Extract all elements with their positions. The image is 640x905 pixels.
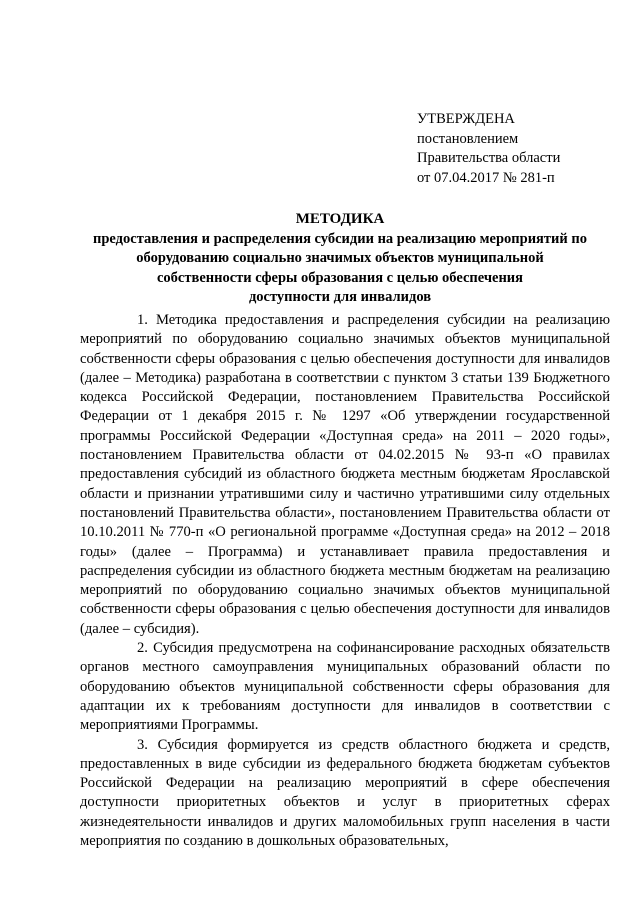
title-subline: предоставления и распределения субсидии на реализацию мероприятий по bbox=[93, 230, 587, 247]
paragraph-2: 2. Субсидия предусмотрена на софинансирование расходных обязательств органов местного самоуправления муниципальных образований области по оборудованию объектов муниципальной собственности сферы образования для адаптации их к требованиям доступности для инвалидов в соответствии с мероприятиями Программы. bbox=[80, 640, 610, 734]
approval-line: постановлением bbox=[417, 130, 519, 147]
approval-stamp bbox=[417, 110, 560, 188]
approval-heading: УТВЕРЖДЕНА bbox=[417, 111, 515, 127]
title-subline: собственности сферы образования с целью обеспечения bbox=[157, 269, 523, 286]
paragraph-3: 3. Субсидия формируется из средств областного бюджета и средств, предоставленных в виде субсидии из федерального бюджета бюджетам субъектов Российской Федерации на реализацию мероприятий в сфере обеспечения доступности приоритетных объектов и услуг в приоритетных сферах жизнедеятельности инвалидов и других маломобильных групп населения в части мероприятия по созданию в дошкольных образовательных, bbox=[80, 736, 610, 850]
document-body bbox=[80, 311, 610, 851]
paragraph-1: 1. Методика предоставления и распределения субсидии на реализацию мероприятий по оборудованию социально значимых объектов муниципальной собственности сферы образования с целью обеспечения доступности для инвалидов (далее – Методика) разработана в соответствии с пунктом 3 статьи 139 Бюджетного кодекса Российской Федерации, постановлением Правительства Российской Федерации от 1 декабря 2015 г. № 1297 «Об утверждении государственной программы Российской Федерации «Доступная среда» на 2011 – 2020 годы», постановлением Правительства области от 04.02.2015 № 93-п «О правилах предоставления субсидий из областного бюджета местным бюджетам Ярославской области и признании утратившими силу и частично утратившими силу отдельных постановлений Правительства области», постановлением Правительства области от 10.10.2011 № 770-п «О региональной программе «Доступная среда» на 2012 – 2018 годы» (далее – Программа) и устанавливает правила предоставления и распределения субсидии из областного бюджета местным бюджетам на реализацию мероприятий по оборудованию социально значимых объектов муниципальной собственности сферы образования с целью обеспечения доступности для инвалидов (далее – субсидия). bbox=[80, 312, 610, 637]
approval-date: от 07.04.2017 № 281-п bbox=[417, 169, 555, 186]
approval-line: Правительства области bbox=[417, 150, 561, 166]
title-subline: оборудованию социально значимых объектов муниципальной bbox=[136, 250, 544, 266]
page-title: МЕТОДИКА bbox=[295, 211, 385, 227]
title-subline: доступности для инвалидов bbox=[248, 289, 432, 305]
document-title bbox=[80, 210, 600, 308]
